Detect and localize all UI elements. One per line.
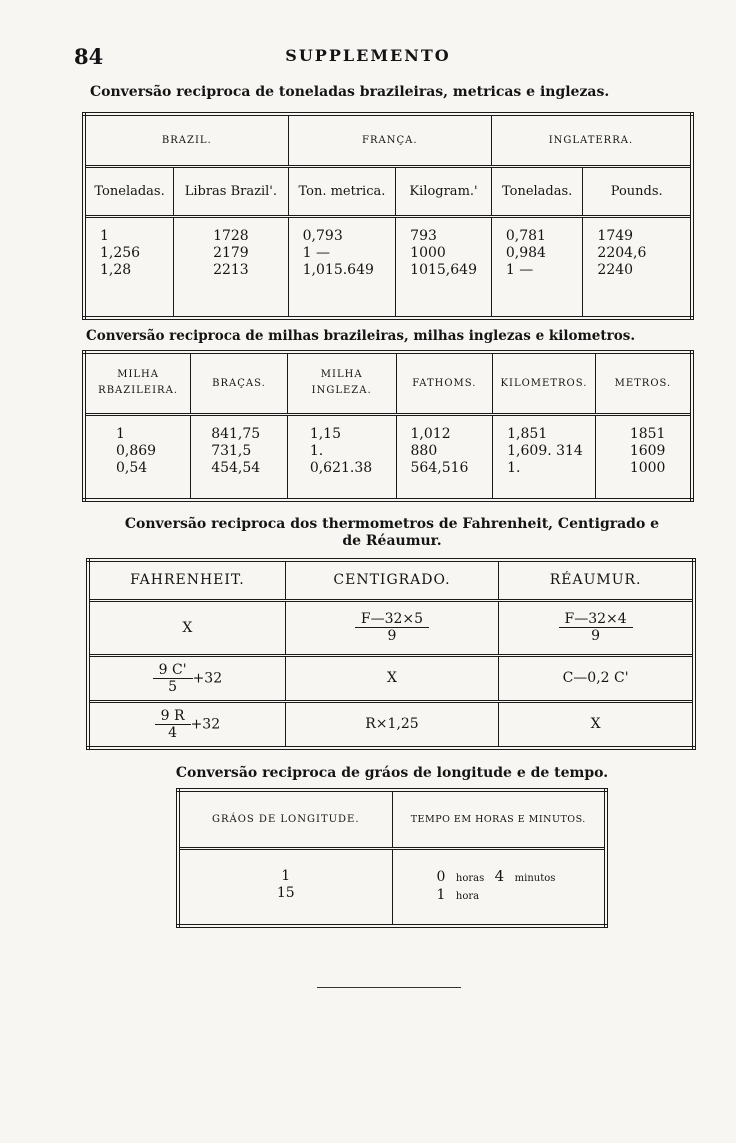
page-number: 84: [74, 44, 104, 69]
cell-c-r2: X: [285, 655, 498, 701]
cell-c-r3: R×1,25: [285, 701, 498, 748]
minutes-unit: minutos: [514, 872, 556, 884]
hours-value: 0: [436, 868, 446, 885]
cell: 2213: [213, 261, 249, 278]
longitude-table: [176, 788, 608, 928]
header-metros: METROS.: [595, 352, 692, 414]
numerator: 9 R: [155, 708, 191, 725]
cell-r-r1: [499, 600, 694, 655]
longitude-title: Conversão reciproca de gráos de longitude e de tempo.: [175, 765, 609, 781]
denominator: 9: [591, 628, 601, 645]
miles-table: [82, 350, 694, 502]
numerator: F—32×4: [559, 611, 633, 628]
cell: 1 —: [302, 244, 330, 261]
suffix: +32: [190, 716, 221, 733]
header-milha-ingleza: MILHA INGLEZA.: [287, 352, 396, 414]
cell-r-r2: C—0,2 C': [499, 655, 694, 701]
cell: 841,75: [211, 425, 261, 442]
denominator: 5: [168, 678, 178, 695]
cell: 0,781: [505, 227, 546, 244]
col-libras: [174, 216, 289, 318]
cell: 1,851: [507, 425, 548, 442]
cell: 454,54: [211, 459, 261, 476]
subhead-libras: Libras Brazil'.: [174, 166, 289, 216]
col-pounds: [583, 216, 692, 318]
cell: 1.: [309, 442, 324, 459]
cell-f-r1: X: [88, 600, 285, 655]
header-fahrenheit: FAHRENHEIT.: [88, 560, 285, 600]
cell: 1,015.649: [302, 261, 374, 278]
cell: 1: [281, 867, 291, 884]
cell: 0,984: [505, 244, 546, 261]
header-kilometros: KILOMETROS.: [493, 352, 596, 414]
cell: 1728: [213, 227, 249, 244]
fraction: [355, 611, 429, 644]
tonnage-title: Conversão reciproca de toneladas brazileiras, metricas e inglezas.: [90, 84, 610, 100]
cell: 0,621.38: [309, 459, 373, 476]
header-milha-brazileira: MILHA RBAZILEIRA.: [84, 352, 191, 414]
header-graos: GRÁOS DE LONGITUDE.: [178, 790, 392, 848]
cell: 1: [116, 425, 125, 442]
cell: 1609: [629, 442, 666, 459]
denominator: 9: [387, 628, 397, 645]
cell: 2204,6: [597, 244, 647, 261]
time-row: [437, 887, 605, 905]
group-brazil: BRAZIL.: [84, 114, 288, 166]
fraction: [153, 662, 193, 695]
cell: 2240: [597, 261, 634, 278]
hours-unit: horas: [455, 872, 485, 884]
cell-f-r3: [88, 701, 285, 748]
header-tempo: TEMPO EM HORAS E MINUTOS.: [392, 790, 606, 848]
cell: 1015,649: [410, 261, 477, 278]
cell: 1: [100, 227, 109, 244]
cell: 731,5: [211, 442, 252, 459]
col-toneladas-en: [491, 216, 583, 318]
cell: 1,28: [100, 261, 132, 278]
col-fathoms: [396, 414, 493, 500]
col-toneladas-br: [84, 216, 174, 318]
fraction: [155, 708, 191, 741]
numerator: 9 C': [153, 662, 193, 679]
col-bracas: [191, 414, 288, 500]
thermo-title-line1: Conversão reciproca dos thermometros de Fahrenheit, Centigrado e: [124, 516, 660, 532]
bottom-rule: [317, 987, 461, 988]
cell: 1749: [597, 227, 634, 244]
cell: 1,15: [309, 425, 341, 442]
col-tempo: [392, 848, 606, 926]
cell: 1,256: [100, 244, 141, 261]
cell-r-r3: X: [499, 701, 694, 748]
header-centigrado: CENTIGRADO.: [285, 560, 498, 600]
cell-f-r2: [88, 655, 285, 701]
col-milha-brazileira: [84, 414, 191, 500]
suffix: +32: [192, 670, 223, 687]
thermo-table: [86, 558, 696, 750]
col-milha-ingleza: [287, 414, 396, 500]
subhead-kilogram: Kilogram.': [396, 166, 492, 216]
hours-unit: hora: [455, 890, 480, 902]
cell: 1,609. 314: [507, 442, 583, 459]
col-graos: [178, 848, 392, 926]
miles-title: Conversão reciproca de milhas brazileiras, milhas inglezas e kilometros.: [86, 328, 636, 344]
thermo-title-line2: de Réaumur.: [342, 533, 442, 549]
group-inglaterra: INGLATERRA.: [491, 114, 692, 166]
cell: 1000: [629, 459, 666, 476]
col-kilometros: [493, 414, 596, 500]
subhead-ton-metrica: Ton. metrica.: [288, 166, 396, 216]
cell: 0,54: [116, 459, 148, 476]
subhead-toneladas-br: Toneladas.: [84, 166, 174, 216]
cell: 1.: [507, 459, 521, 476]
cell: 0,869: [116, 442, 157, 459]
cell: 15: [276, 884, 295, 901]
cell: 2179: [213, 244, 249, 261]
cell: 0,793: [302, 227, 343, 244]
time-row: [437, 868, 605, 887]
header-bracas: BRAÇAS.: [191, 352, 288, 414]
minutes-value: 4: [494, 866, 505, 885]
running-head: SUPPLEMENTO: [285, 46, 451, 65]
tonnage-table: [82, 112, 694, 320]
numerator: F—32×5: [355, 611, 429, 628]
col-metros: [595, 414, 692, 500]
header-reaumur: RÉAUMUR.: [499, 560, 694, 600]
header-fathoms: FATHOMS.: [396, 352, 493, 414]
cell: 793: [410, 227, 437, 244]
fraction: [559, 611, 633, 644]
denominator: 4: [168, 724, 178, 741]
cell: 1,012: [410, 425, 451, 442]
cell: 1000: [410, 244, 446, 261]
cell: 564,516: [410, 459, 469, 476]
group-franca: FRANÇA.: [288, 114, 491, 166]
thermo-title: [86, 516, 698, 550]
col-ton-metrica: [288, 216, 396, 318]
col-kilogram: [396, 216, 492, 318]
subhead-pounds: Pounds.: [583, 166, 692, 216]
cell: 1 —: [505, 261, 534, 278]
cell-c-r1: [285, 600, 498, 655]
cell: 880: [410, 442, 438, 459]
subhead-toneladas-en: Toneladas.: [491, 166, 583, 216]
cell: 1851: [629, 425, 666, 442]
hours-value: 1: [436, 886, 446, 903]
